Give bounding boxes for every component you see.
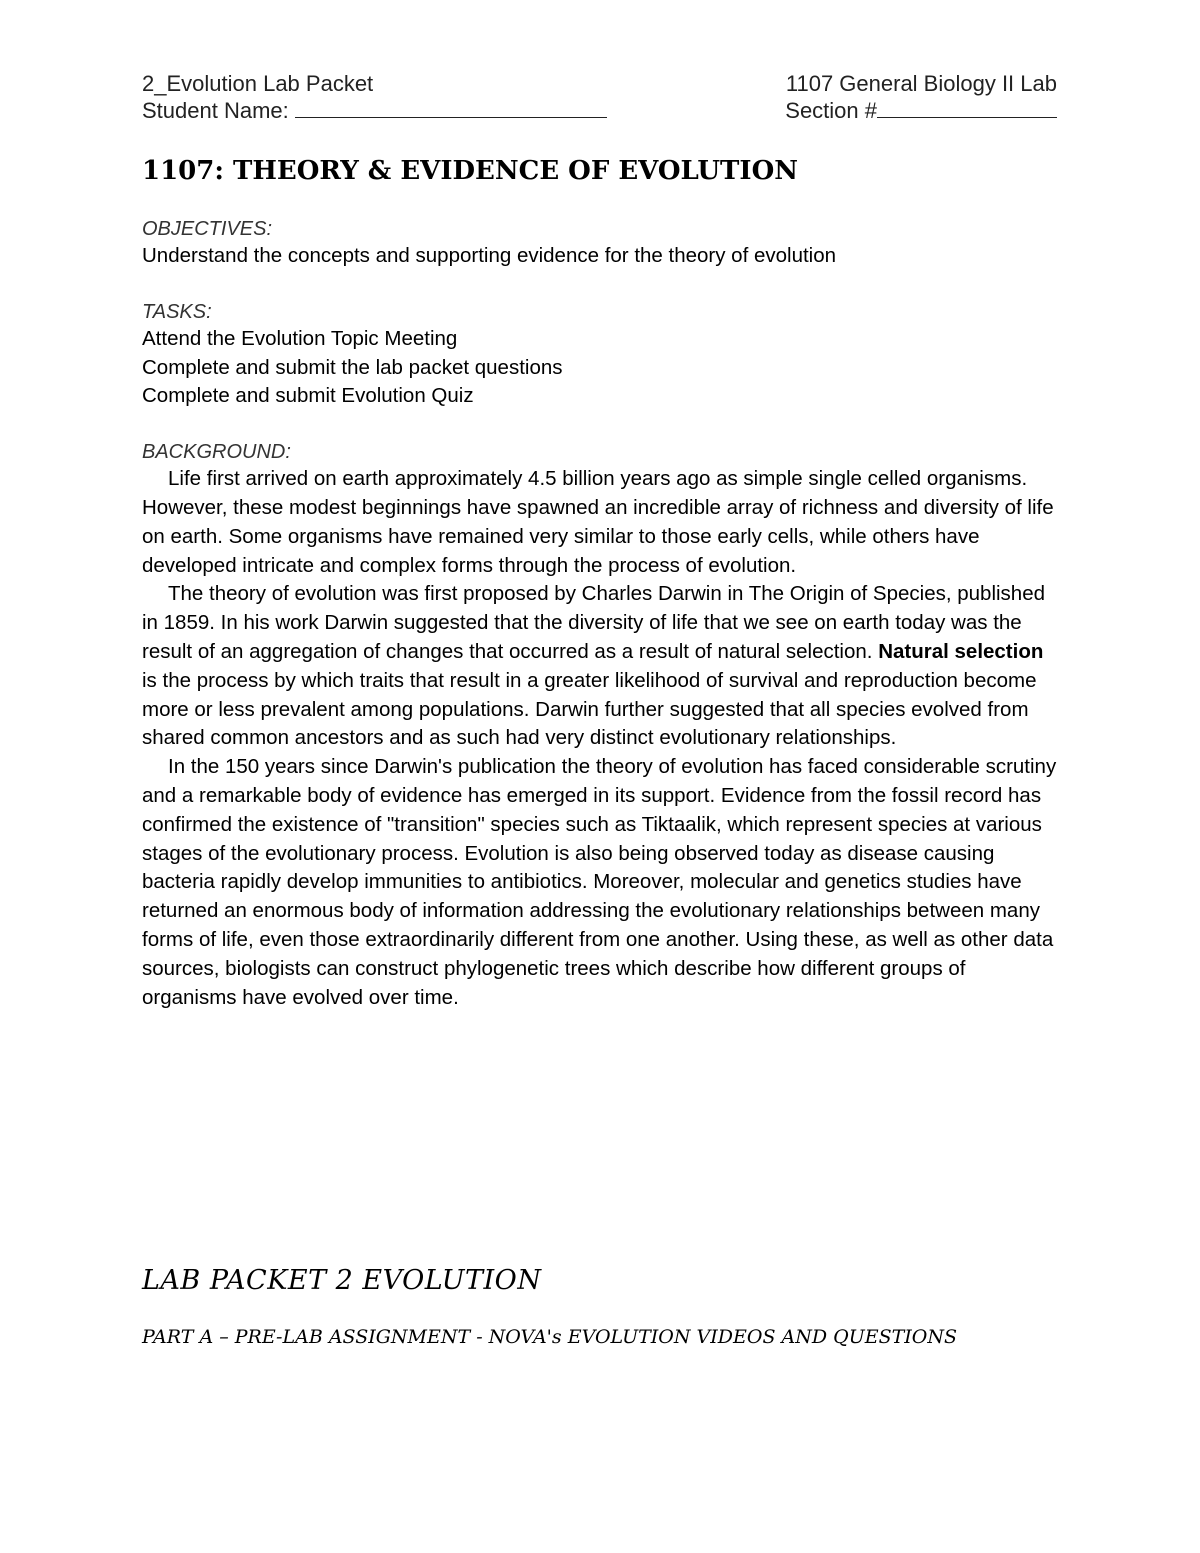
background-label: BACKGROUND: [142,441,291,464]
page-title: 1107: THEORY & EVIDENCE OF EVOLUTION [142,156,798,186]
background-paragraph-3: In the 150 years since Darwin's publication the theory of evolution has faced considerable scrutiny and a remarkable body of evidence has emerged in its support. Evidence from the fossil record has confirmed the existence of "transition" species such as Tiktaalik, which represent species at various stages of the evolutionary process. Evolution is also being observed today as disease causing bacteria rapidly develop immunities to antibiotics. Moreover, molecular and genetics studies have returned an enormous body of information addressing the evolutionary relationships between many forms of life, even those extraordinarily different from one another. Using these, as well as other data sources, biologists can construct phylogenetic trees which describe how different groups of organisms have evolved over time. [142,755,1057,1009]
tasks-label: TASKS: [142,300,212,323]
natural-selection-term: Natural selection [878,639,1044,663]
section-field[interactable] [785,97,1057,124]
background-paragraph-2-rest: is the process by which traits that result in a greater likelihood of survival and reproduction become more or less prevalent among populations. Darwin further suggested that all species evolved from shared common ancestors and as such had very distinct evolutionary relationships. [142,668,1037,750]
course-name: 1107 General Biology II Lab [785,71,1057,96]
student-name-blank[interactable] [295,99,607,118]
task-item: Complete and submit Evolution Quiz [142,384,474,408]
background-section [142,465,1057,1012]
task-item: Complete and submit the lab packet questions [142,355,563,379]
section-label: Section # [785,98,877,123]
objectives-label: OBJECTIVES: [142,218,273,240]
background-paragraph-2-text: The theory of evolution was first proposed by Charles Darwin in The Origin of Species, published in 1859. In his work Darwin suggested that the diversity of life that we see on earth today was the result of an aggregation of changes that occurred as a result of natural selection. [142,582,1046,663]
packet-name: 2_Evolution Lab Packet [142,71,374,96]
student-name-label: Student Name: [142,98,295,123]
part-a-heading: PART A – PRE-LAB ASSIGNMENT - NOVA's EVOLUTION VIDEOS AND QUESTIONS [142,1326,957,1348]
task-item: Attend the Evolution Topic Meeting [142,326,458,350]
section-blank[interactable] [877,99,1057,118]
objectives-text: Understand the concepts and supporting evidence for the theory of evolution [142,244,837,267]
lab-packet-title: LAB PACKET 2 EVOLUTION [142,1265,542,1296]
background-paragraph-1: Life first arrived on earth approximately 4.5 billion years ago as simple single celled organisms. However, these modest beginnings have spawned an incredible array of richness and diversity of life on earth. Some organisms have remained very similar to those early cells, while others have developed intricate and complex forms through the process of evolution. [142,467,1054,577]
header-row-2 [142,97,1057,124]
student-name-field[interactable] [142,97,607,124]
header-row-1 [142,70,1057,97]
document-page [142,70,1057,1012]
background-paragraph-2 [142,580,1057,753]
